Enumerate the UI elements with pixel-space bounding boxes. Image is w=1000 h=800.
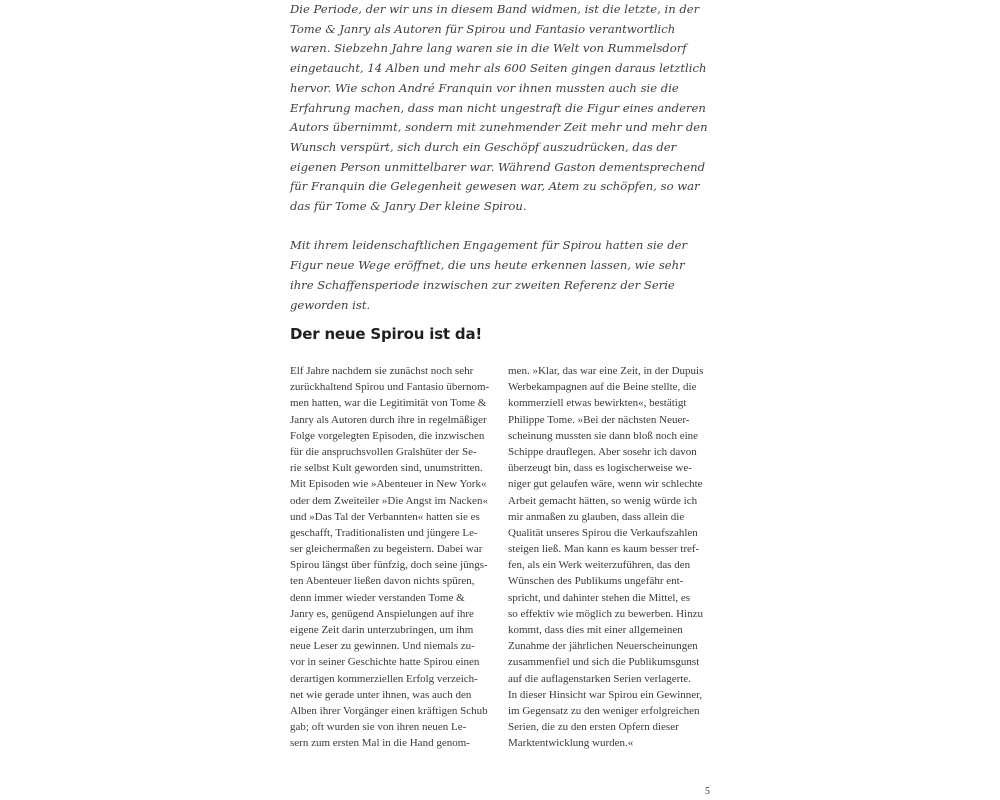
text-line: Mit Episoden wie »Abenteuer in New York«: [290, 478, 487, 491]
text-line: denn immer wieder verstanden Tome &: [290, 591, 465, 604]
text-line: und »Das Tal der Verbannten« hatten sie es: [290, 510, 480, 523]
text-line: Marktentwicklung wurden.«: [508, 737, 634, 750]
text-line: Zunahme der jährlichen Neuerscheinungen: [508, 640, 698, 653]
text-line: In dieser Hinsicht war Spirou ein Gewinner,: [508, 688, 703, 701]
text-line: fen, als ein Werk weiterzuführen, das den: [508, 559, 691, 572]
text-line: mir anmaßen zu glauben, dass allein die: [508, 510, 685, 523]
text-line: scheinung mussten sie dann bloß noch eine: [508, 429, 699, 442]
text-line: überzeugt bin, dass es logischerweise we-: [508, 462, 692, 475]
text-line: für die anspruchsvollen Gralshüter der Se-: [290, 445, 477, 458]
text-column-left: [290, 363, 495, 752]
text-line: Arbeit gemacht hätten, so wenig würde ich: [508, 494, 698, 507]
text-line: kommerziell etwas bewirkten«, bestätigt: [508, 397, 687, 410]
text-line: so effektiv wie möglich zu bewerben. Hinzu: [508, 607, 703, 620]
page-number: 5: [705, 786, 710, 797]
text-line: sern zum ersten Mal in die Hand genom-: [290, 737, 470, 750]
text-line: auf die auflagenstarken Serien verlagerte.: [508, 672, 691, 685]
text-line: Serien, die zu den ersten Opfern dieser: [508, 721, 679, 734]
text-line: Folge vorgelegten Episoden, die inzwischen: [290, 429, 485, 442]
text-line: Janry als Autoren durch ihre in regelmäßiger: [290, 413, 487, 426]
text-line: Elf Jahre nachdem sie zunächst noch sehr: [290, 365, 474, 377]
intro-paragraph-1: Die Periode, der wir uns in diesem Band widmen, ist die letzte, in der Tome & Janry als Autoren für Spirou und Fantasio verantwortlich waren. Siebzehn Jahre lang waren sie in die Welt von Rummelsdorf eingetaucht, 14 Alben und mehr als 600 Seiten gingen daraus letztlich hervor. Wie schon André Franquin vor ihnen mussten auch sie die Erfahrung machen, dass man nicht ungestraft die Figur eines anderen Autors übernimmt, sondern mit zunehmender Zeit mehr und mehr den Wunsch verspürt, sich durch ein Geschöpf auszudrücken, das der eigenen Person unmittelbarer war. Während Gaston dementsprechend für Franquin die Gelegenheit gewesen war, Atem zu schöpfen, so war das für Tome & Janry Der kleine Spirou.: [290, 2, 708, 214]
text-line: Qualität unseres Spirou die Verkaufszahlen: [508, 526, 698, 539]
intro-text: [290, 0, 710, 315]
text-line: gab; oft wurden sie von ihren neuen Le-: [290, 721, 467, 734]
text-line: spricht, und dahinter stehen die Mittel, es: [508, 591, 691, 604]
intro-paragraph-2: Mit ihrem leidenschaftlichen Engagement für Spirou hatten sie der Figur neue Wege eröffnet, die uns heute erkennen lassen, wie sehr ihre Schaffensperiode inzwischen zur zweiten Referenz der Serie geworden ist.: [290, 238, 688, 312]
text-line: eigene Zeit darin unterzubringen, um ihm: [290, 624, 474, 636]
text-line: rie selbst Kult geworden sind, unumstritten.: [290, 462, 483, 475]
text-line: vor in seiner Geschichte hatte Spirou einen: [290, 656, 480, 669]
text-line: kommt, dass dies mit einer allgemeinen: [508, 624, 683, 636]
text-line: neue Leser zu gewinnen. Und niemals zu-: [290, 640, 475, 653]
text-line: Janry es, genügend Anspielungen auf ihre: [290, 607, 474, 620]
text-line: im Gegensatz zu den weniger erfolgreichen: [508, 704, 700, 717]
text-line: men. »Klar, das war eine Zeit, in der Dupuis: [508, 365, 704, 377]
text-line: steigen ließ. Man kann es kaum besser tref-: [508, 543, 700, 556]
text-line: men hatten, war die Legitimität von Tome &: [290, 397, 487, 410]
text-line: net wie gerade unter ihnen, was auch den: [290, 688, 472, 701]
text-line: oder dem Zweiteiler »Die Angst im Nacken«: [290, 494, 488, 507]
text-line: zurückhaltend Spirou und Fantasio übernom-: [290, 381, 490, 394]
text-line: Wünschen des Publikums ungefähr ent-: [508, 575, 684, 588]
text-line: Philippe Tome. »Bei der nächsten Neuer-: [508, 413, 690, 426]
text-line: ser gleichermaßen zu begeistern. Dabei war: [290, 543, 483, 556]
text-line: Spirou längst über fünfzig, doch seine jüngs-: [290, 559, 488, 572]
text-line: Werbekampagnen auf die Beine stellte, die: [508, 381, 697, 394]
text-line: ten Abenteuer ließen davon nichts spüren,: [290, 575, 475, 588]
text-line: Schippe drauflegen. Aber sosehr ich davon: [508, 445, 697, 458]
text-line: geschafft, Traditionalisten und jüngere Le-: [290, 526, 478, 539]
text-column-right: [508, 363, 713, 752]
text-line: niger gut gelaufen wäre, wenn wir schlechte: [508, 478, 703, 491]
section-heading: Der neue Spirou ist da!: [290, 325, 483, 343]
text-line: Alben ihrer Vorgänger einen kräftigen Schub: [290, 704, 488, 717]
text-line: zusammenfiel und sich die Publikumsgunst: [508, 656, 700, 669]
text-line: derartigen kommerziellen Erfolg verzeich-: [290, 672, 478, 685]
